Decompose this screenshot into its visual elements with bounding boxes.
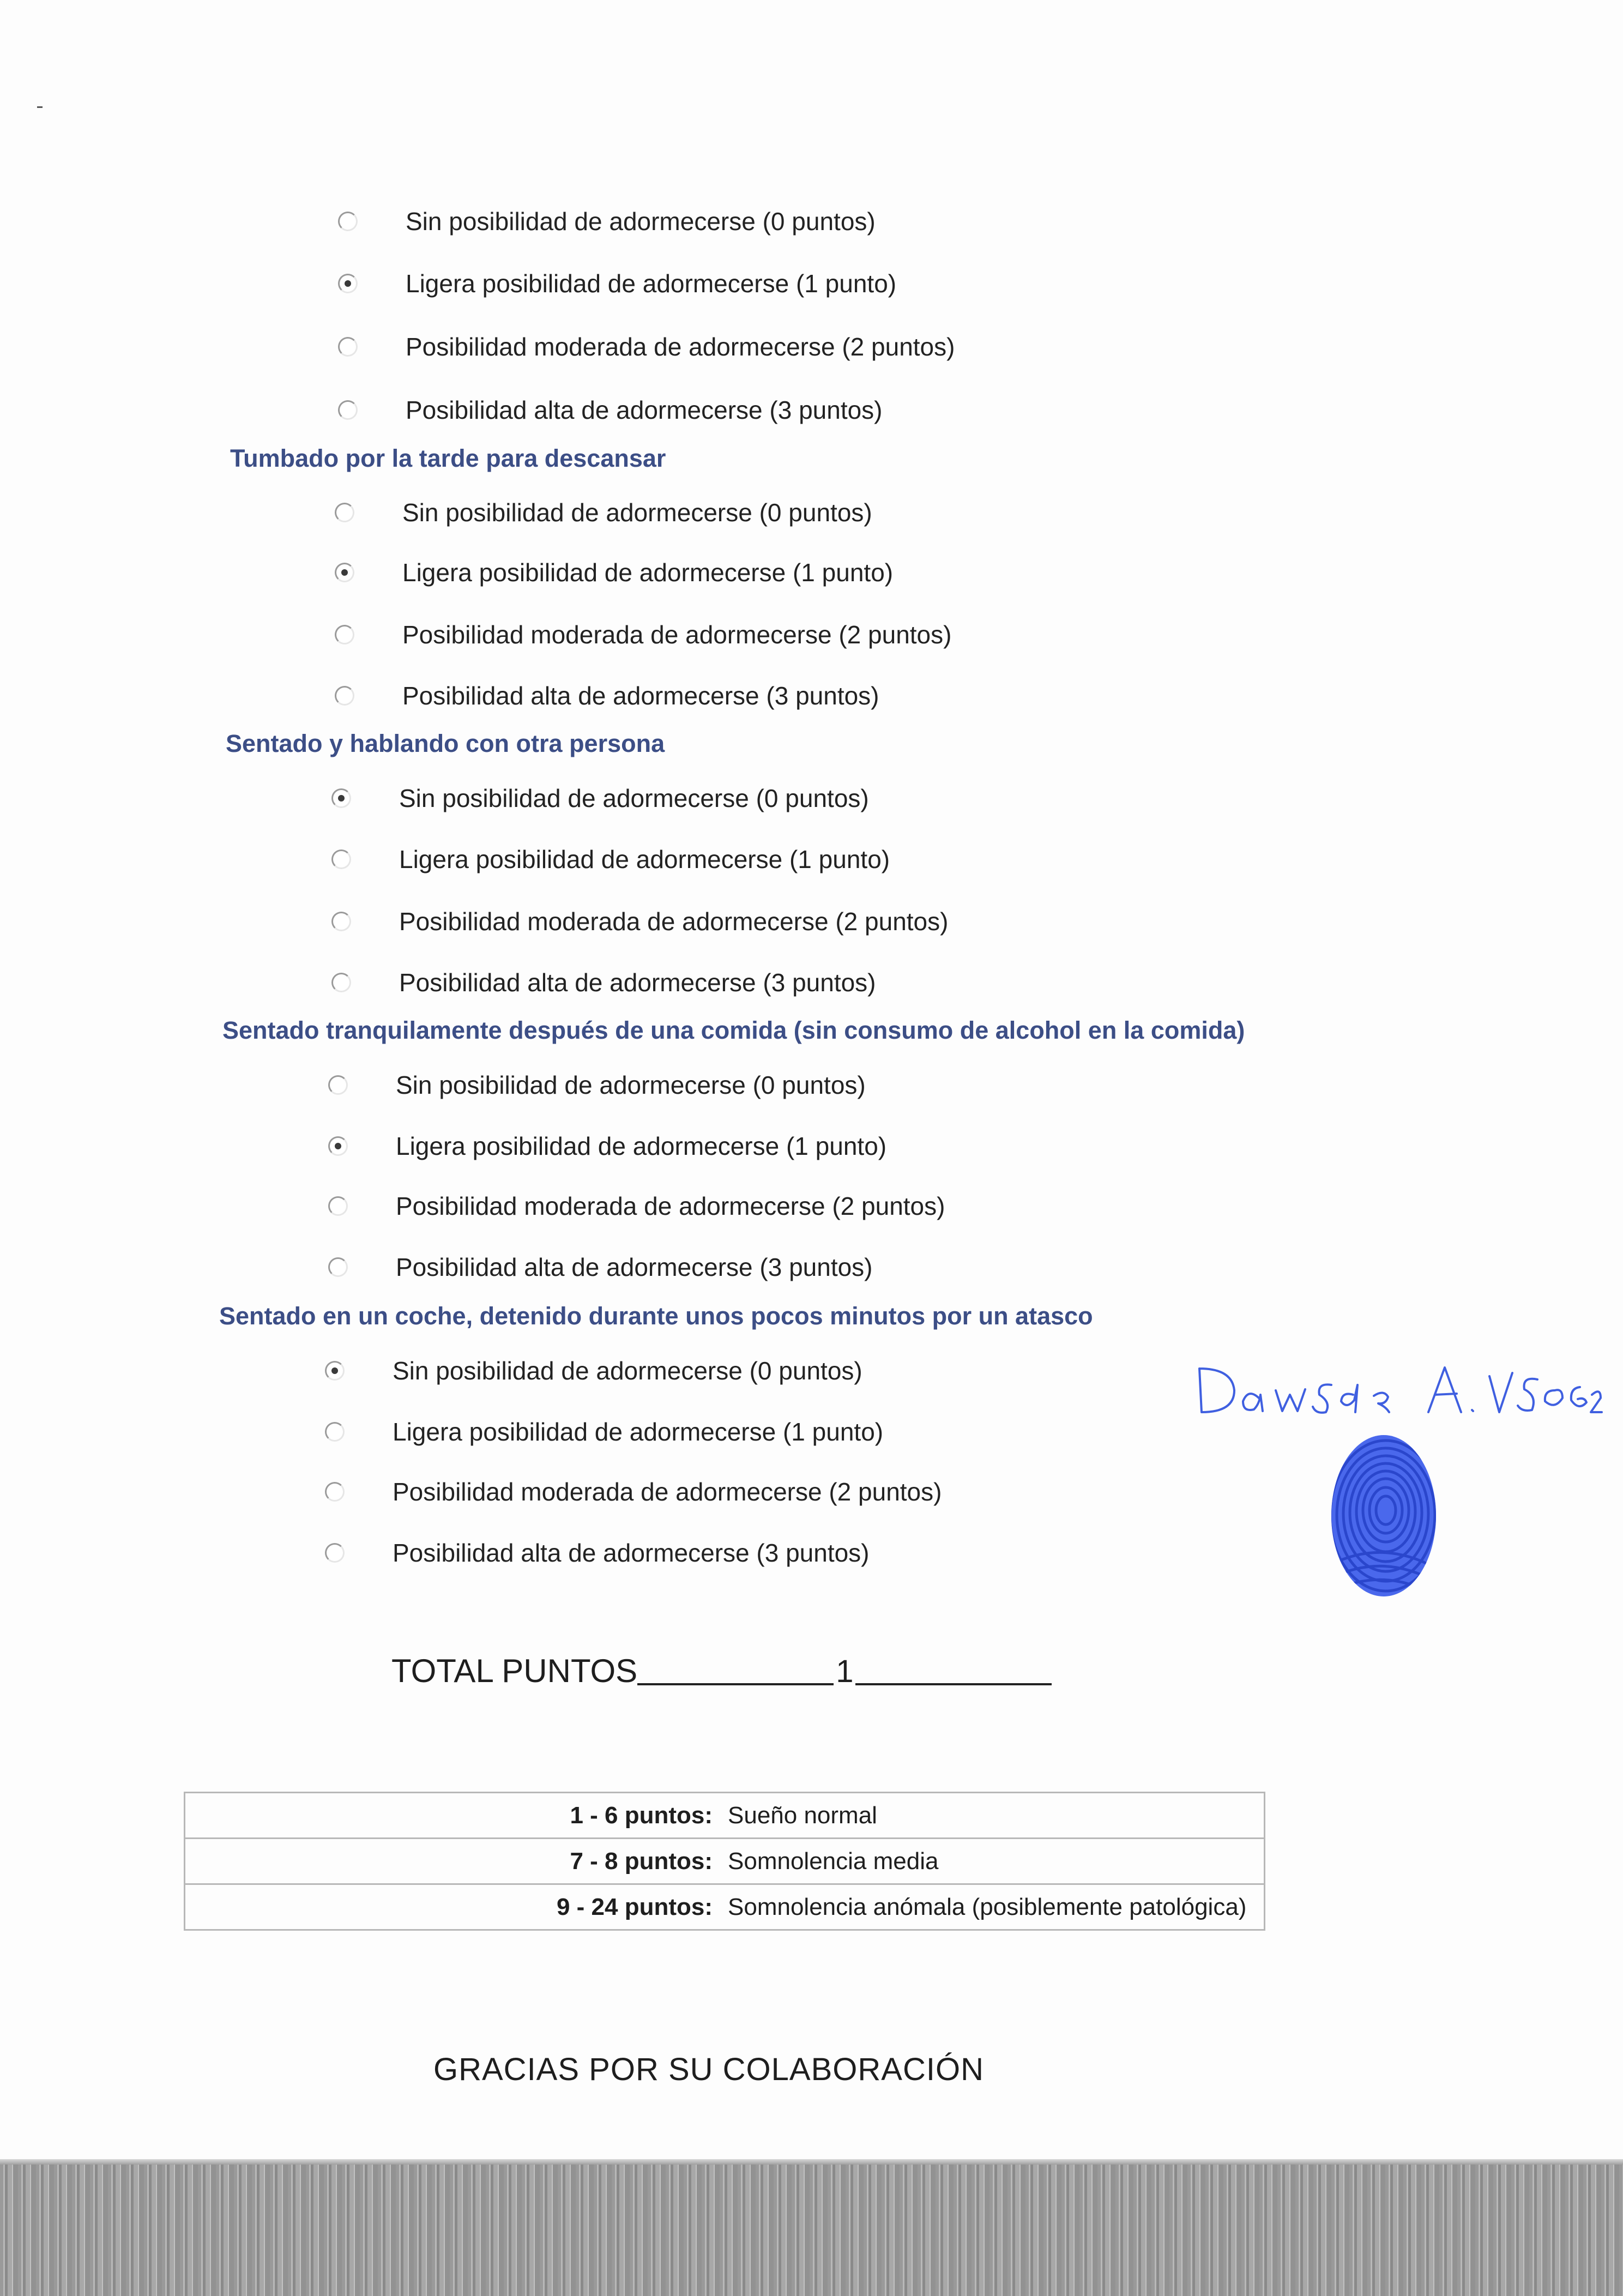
option-q1-1[interactable] [338,264,896,303]
radio-button-selected[interactable] [331,788,351,808]
option-q5-0[interactable] [325,1351,862,1390]
option-q5-1[interactable] [325,1412,883,1451]
option-label: Posibilidad moderada de adormecerse (2 puntos) [406,333,955,361]
total-label: TOTAL PUNTOS [391,1653,638,1689]
radio-button[interactable] [325,1482,345,1502]
option-q3-1[interactable] [331,840,890,879]
legend-description: Somnolencia anómala (posiblemente patológica) [728,1884,1265,1930]
option-q1-3[interactable] [338,390,883,430]
scanner-background [0,2159,1623,2296]
total-value: 1 [836,1654,854,1689]
legend-range: 7 - 8 puntos: [185,1839,728,1884]
option-label: Sin posibilidad de adormecerse (0 puntos) [393,1357,862,1385]
option-label: Posibilidad alta de adormecerse (3 puntos) [399,968,876,997]
option-q5-3[interactable] [325,1533,870,1572]
radio-button[interactable] [335,625,354,644]
legend-range: 9 - 24 puntos: [185,1884,728,1930]
radio-button[interactable] [328,1257,348,1277]
question-heading: Tumbado por la tarde para descansar [230,444,666,472]
option-label: Ligera posibilidad de adormecerse (1 punto) [406,269,897,298]
option-label: Sin posibilidad de adormecerse (0 puntos) [399,784,869,812]
option-q2-2[interactable] [335,615,951,654]
legend-description: Sueño normal [728,1793,1265,1839]
option-label: Posibilidad alta de adormecerse (3 puntos) [396,1253,873,1281]
option-label: Posibilidad moderada de adormecerse (2 puntos) [396,1192,945,1220]
option-q1-2[interactable] [338,327,955,366]
radio-button[interactable] [335,503,354,522]
radio-button[interactable] [328,1196,348,1216]
table-row [185,1839,1265,1884]
option-q4-0[interactable] [328,1065,866,1105]
option-q5-2[interactable] [325,1472,942,1511]
option-label: Ligera posibilidad de adormecerse (1 punto) [393,1418,884,1446]
legend-range: 1 - 6 puntos: [185,1793,728,1839]
option-q4-1[interactable] [328,1126,886,1166]
option-q4-2[interactable] [328,1186,945,1226]
radio-button-selected[interactable] [335,563,354,582]
underline [637,1679,834,1685]
scan-mark [37,106,43,108]
option-label: Sin posibilidad de adormecerse (0 puntos) [396,1071,866,1099]
option-label: Sin posibilidad de adormecerse (0 puntos) [402,498,872,527]
option-label: Ligera posibilidad de adormecerse (1 punto) [396,1132,887,1160]
radio-button[interactable] [335,686,354,706]
radio-button[interactable] [331,912,351,931]
option-label: Posibilidad moderada de adormecerse (2 puntos) [393,1478,942,1506]
radio-button[interactable] [338,212,358,231]
option-label: Posibilidad alta de adormecerse (3 puntos) [406,396,883,424]
table-row [185,1793,1265,1839]
thanks-message: GRACIAS POR SU COLABORACIÓN [433,2052,984,2087]
radio-button[interactable] [338,400,358,420]
option-q4-3[interactable] [328,1248,873,1287]
radio-button-selected[interactable] [325,1361,345,1381]
option-label: Posibilidad alta de adormecerse (3 puntos) [393,1539,870,1567]
handwritten-signature [1188,1330,1603,1439]
thumbprint [1319,1429,1450,1603]
option-q2-3[interactable] [335,676,879,715]
legend-description: Somnolencia media [728,1839,1265,1884]
score-legend-table [184,1792,1265,1931]
radio-button[interactable] [325,1543,345,1563]
question-heading: Sentado tranquilamente después de una comida (sin consumo de alcohol en la comida) [222,1016,1245,1044]
question-heading: Sentado y hablando con otra persona [226,730,665,757]
radio-button[interactable] [338,337,358,357]
radio-button[interactable] [331,849,351,869]
option-q3-3[interactable] [331,963,876,1002]
option-q2-0[interactable] [335,493,872,532]
option-q3-2[interactable] [331,902,948,941]
option-label: Ligera posibilidad de adormecerse (1 punto) [402,558,894,587]
table-row [185,1884,1265,1930]
option-label: Posibilidad moderada de adormecerse (2 puntos) [399,907,949,936]
option-q3-0[interactable] [331,779,869,818]
option-q1-0[interactable] [338,202,876,241]
underline [855,1679,1052,1685]
option-q2-1[interactable] [335,553,893,592]
radio-button[interactable] [325,1422,345,1442]
radio-button-selected[interactable] [338,274,358,293]
total-points [391,1652,1052,1690]
option-label: Ligera posibilidad de adormecerse (1 punto) [399,845,890,873]
option-label: Posibilidad moderada de adormecerse (2 puntos) [402,620,952,649]
question-heading: Sentado en un coche, detenido durante unos pocos minutos por un atasco [219,1302,1093,1330]
option-label: Posibilidad alta de adormecerse (3 puntos) [402,682,879,710]
radio-button-selected[interactable] [328,1136,348,1156]
option-label: Sin posibilidad de adormecerse (0 puntos) [406,207,876,236]
radio-button[interactable] [331,973,351,992]
radio-button[interactable] [328,1075,348,1095]
